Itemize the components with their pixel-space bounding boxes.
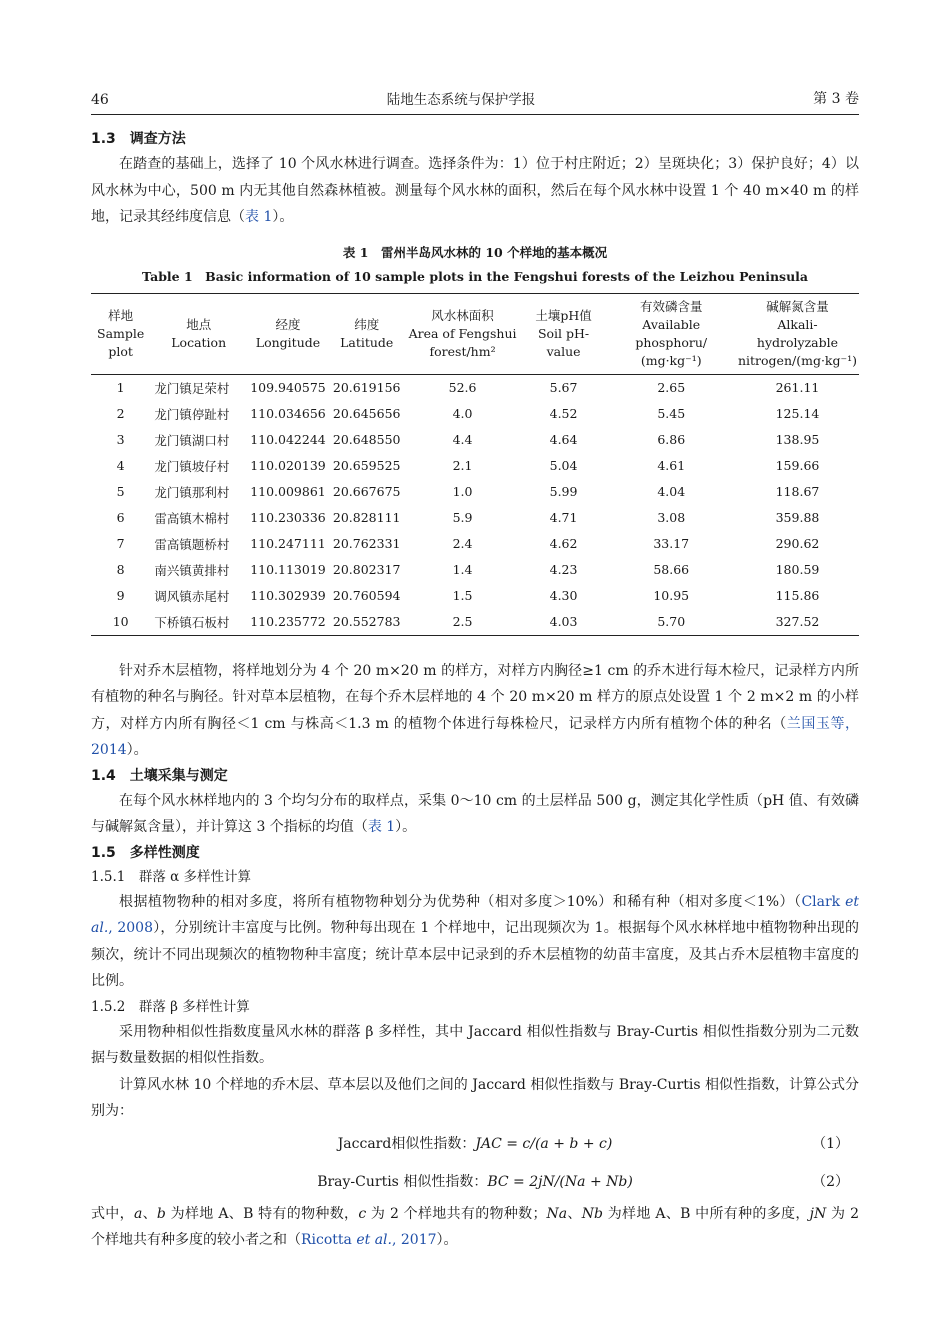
table-cell: 20.762331 (332, 536, 401, 551)
table-cell: 20.828111 (332, 510, 401, 525)
table-cell: 20.552783 (332, 614, 401, 629)
table-cell: 2 (116, 406, 125, 421)
table-cell: 5.45 (657, 406, 686, 421)
table-caption-en: Table 1 Basic information of 10 sample plots in the Fengshui forests of the Leizhou Peninsula (141, 268, 809, 284)
table-cell: 4.71 (549, 510, 578, 525)
equation-legend-paragraph: 式中，a、b 为样地 A、B 特有的物种数，c 为 2 个样地共有的物种数；Na、Nb 为样地 A、B 中所有种的多度，jN 为 2 个样地共有种多度的较小者之和（Ricotta et al., 2017）。 (91, 1205, 860, 1248)
table-row (91, 583, 859, 609)
table-cell: 龙门镇足荣村 (154, 380, 230, 396)
equation-jaccard: Jaccard相似性指数：JAC = c/(a + b + c) （1） (91, 1125, 859, 1163)
table-cell: 5.67 (549, 380, 578, 395)
section-1-5-1-title: 1.5.1 群落 α 多样性计算 (91, 868, 252, 885)
table-cell: 52.6 (448, 380, 477, 395)
table-cell: 5.9 (452, 510, 473, 525)
table-cell: 3 (116, 432, 125, 447)
table-cell: 118.67 (775, 484, 820, 499)
table-cell: 2.65 (657, 380, 686, 395)
journal-title: 陆地生态系统与保护学报 (386, 92, 536, 108)
formula-intro-paragraph: 计算风水林 10 个样地的乔木层、草本层以及他们之间的 Jaccard 相似性指数与 Bray-Curtis 相似性指数，计算公式分别为： (91, 1076, 859, 1119)
table-header-row (91, 293, 859, 374)
lan-2014-citation-link[interactable]: 兰国玉等，2014 (91, 715, 859, 758)
table-cell: 4.03 (549, 614, 578, 629)
table-cell: 4.4 (452, 432, 473, 447)
col-location: 地点 Location (171, 316, 227, 350)
table-cell: 1.4 (452, 562, 473, 577)
table-cell: 5 (116, 484, 125, 499)
table-cell: 4.61 (657, 458, 686, 473)
table-cell: 159.66 (775, 458, 820, 473)
page-number: 46 (91, 92, 109, 108)
table-cell: 7 (116, 536, 125, 551)
table-cell: 20.802317 (332, 562, 401, 577)
table-cell: 33.17 (653, 536, 690, 551)
col-area: 风水林面积 Area of Fengshui forest/hm² (408, 307, 517, 359)
equation-number-2: （2） (812, 1173, 849, 1190)
table-cell: 1.0 (452, 484, 473, 499)
table-cell: 20.760594 (332, 588, 401, 603)
table-cell: 南兴镇黄排村 (154, 562, 230, 578)
table-cell: 4 (116, 458, 125, 473)
table-cell: 龙门镇那利村 (154, 484, 230, 500)
table-cell: 20.659525 (332, 458, 401, 473)
col-longitude: 经度 Longitude (255, 316, 321, 350)
table-cell: 下桥镇石板村 (154, 614, 230, 630)
equation-bray-curtis: Bray-Curtis 相似性指数：BC = 2jN/(Na + Nb) （2） (91, 1163, 859, 1201)
volume-label: 第 3 卷 (813, 91, 859, 107)
table-cell: 龙门镇坡仔村 (154, 458, 230, 474)
table-cell: 110.247111 (250, 536, 326, 551)
table-row (91, 453, 859, 479)
table-row (91, 427, 859, 453)
table-caption-cn: 表 1 雷州半岛风水林的 10 个样地的基本概况 (342, 244, 608, 260)
table-cell: 10.95 (653, 588, 690, 603)
table-cell: 110.042244 (250, 432, 326, 447)
page (91, 88, 859, 1254)
table-cell: 2.5 (452, 614, 473, 629)
col-ph: 土壤pH值 Soil pH-value (535, 307, 592, 359)
table-cell: 3.08 (657, 510, 686, 525)
section-1-3-title: 1.3 调查方法 (91, 131, 186, 147)
col-plot: 样地 Sample plot (97, 307, 145, 359)
table-cell: 6.86 (657, 432, 686, 447)
table-1-link[interactable]: 表 1 (245, 209, 273, 225)
beta-diversity-paragraph: 采用物种相似性指数度量风水林的群落 β 多样性，其中 Jaccard 相似性指数与 Bray-Curtis 相似性指数分别为二元数据与数量数据的相似性指数。 (91, 1023, 859, 1066)
table-cell: 4.64 (549, 432, 578, 447)
section-1-5-title: 1.5 多样性测度 (91, 844, 200, 861)
table-cell: 109.940575 (250, 380, 326, 395)
table-cell: 4.0 (452, 406, 473, 421)
col-phosphorus: 有效磷含量 Available phosphoru/ (mg·kg⁻¹) (635, 298, 708, 368)
table-1-link-2[interactable]: 表 1 (367, 819, 396, 835)
table-cell: 261.11 (775, 380, 820, 395)
table-cell: 180.59 (775, 562, 820, 577)
table-cell: 5.04 (549, 458, 578, 473)
table-cell: 4.04 (657, 484, 686, 499)
ricotta-2017-citation-link[interactable]: Ricotta et al., 2017 (301, 1232, 437, 1248)
table-row (91, 531, 859, 557)
section-1-4-paragraph: 在每个风水林样地内的 3 个均匀分布的取样点，采集 0～10 cm 的土层样品 500 g，测定其化学性质（pH 值、有效磷与碱解氮含量），并计算这 3 个指标的均值（表 1）。 (91, 792, 859, 835)
table-row (91, 609, 859, 636)
table-cell: 110.113019 (250, 562, 326, 577)
table-cell: 龙门镇停趾村 (154, 406, 230, 422)
table-row (91, 401, 859, 427)
table-cell: 1.5 (452, 588, 473, 603)
table-cell: 8 (116, 562, 125, 577)
table-cell: 115.86 (775, 588, 820, 603)
table-cell: 58.66 (653, 562, 690, 577)
table-cell: 110.020139 (250, 458, 326, 473)
equation-number-1: （1） (812, 1135, 849, 1152)
table-cell: 2.4 (452, 536, 473, 551)
table-row (91, 479, 859, 505)
table-cell: 110.230336 (250, 510, 326, 525)
table-cell: 110.009861 (250, 484, 326, 499)
table-row (91, 374, 859, 401)
table-cell: 雷高镇题桥村 (154, 536, 230, 552)
table-cell: 5.99 (549, 484, 578, 499)
plot-method-paragraph: 针对乔木层植物，将样地划分为 4 个 20 m×20 m 的样方，对样方内胸径≥1 cm 的乔木进行每木检尺，记录样方内所有植物的种名与胸径。针对草本层植物，在每个乔木层样地的 4 个 20 m×20 m 样方的原点处设置 1 个 2 m×2 m 的小样方，对样方内所有胸径＜1 cm 与株高＜1.3 m 的植物个体进行每株检尺，记录样方内所有植物个体的种名（兰国玉等，2014）。 (91, 662, 859, 758)
alpha-diversity-paragraph: 根据植物物种的相对多度，将所有植物物种划分为优势种（相对多度＞10%）和稀有种（相对多度＜1%）（Clark et al., 2008），分别统计丰富度与比例。物种每出现在 1 个样地中，记出现频次为 1。根据每个风水林样地中植物物种出现的频次，统计不同出现频次的植物物种丰富度；统计草本层中记录到的乔木层植物的幼苗丰富度，及其占乔木层植物丰富度的比例。 (91, 893, 859, 989)
table-cell: 5.70 (657, 614, 686, 629)
table-cell: 2.1 (452, 458, 473, 473)
table-cell: 6 (116, 510, 125, 525)
table-cell: 调风镇赤尾村 (154, 588, 230, 604)
table-cell: 125.14 (775, 406, 820, 421)
table-cell: 110.235772 (250, 614, 326, 629)
table-cell: 9 (116, 588, 125, 603)
table-row (91, 505, 859, 531)
col-latitude: 纬度 Latitude (340, 316, 394, 350)
sample-plot-table (91, 293, 859, 636)
table-cell: 雷高镇木棉村 (154, 510, 230, 526)
table-cell: 359.88 (775, 510, 820, 525)
table-cell: 290.62 (775, 536, 820, 551)
table-cell: 4.52 (549, 406, 578, 421)
table-cell: 110.302939 (250, 588, 326, 603)
table-cell: 20.648550 (332, 432, 401, 447)
table-cell: 138.95 (775, 432, 820, 447)
table-cell: 110.034656 (250, 406, 326, 421)
running-header (91, 88, 859, 115)
table-cell: 20.645656 (332, 406, 401, 421)
section-1-4-title: 1.4 土壤采集与测定 (91, 767, 228, 784)
table-cell: 4.23 (549, 562, 578, 577)
table-cell: 10 (112, 614, 129, 629)
table-cell: 4.30 (549, 588, 578, 603)
table-cell: 1 (116, 380, 125, 395)
col-nitrogen: 碱解氮含量 Alkali-hydrolyzable nitrogen/(mg·kg⁻¹) (737, 298, 857, 368)
table-cell: 20.619156 (332, 380, 401, 395)
section-1-5-2-title: 1.5.2 群落 β 多样性计算 (91, 998, 250, 1015)
table-cell: 4.62 (549, 536, 578, 551)
clark-2008-citation-link[interactable]: Clark et al., 2008 (91, 893, 859, 936)
table-cell: 20.667675 (332, 484, 401, 499)
table-cell: 龙门镇湖口村 (154, 432, 230, 448)
section-1-3-paragraph: 在踏查的基础上，选择了 10 个风水林进行调查。选择条件为：1）位于村庄附近；2）呈斑块化；3）保护良好；4）以风水林为中心，500 m 内无其他自然森林植被。测量每个风水林的面积，然后在每个风水林中设置 1 个 40 m×40 m 的样地，记录其经纬度信息（表 1）。 (91, 156, 859, 225)
table-row (91, 557, 859, 583)
table-cell: 327.52 (775, 614, 820, 629)
